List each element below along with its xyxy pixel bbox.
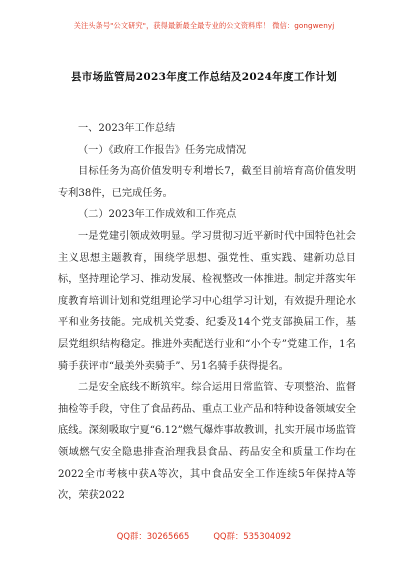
subsection-heading: （一）《政府工作报告》任务完成情况 [78, 144, 247, 156]
document-body [58, 118, 356, 507]
footer-qq-groups [0, 530, 408, 542]
paragraph: 二是安全底线不断筑牢。综合运用日常监管、专项整治、监督抽检等手段，守住了食品药品、重点工业产品和特种设备领域安全底线。深刻吸取宁夏“6.12”燃气爆炸事故教训，扎实开展市场监管领域燃气安全隐患排查治理我县食品、药品安全和质量工作均在2022全市考核中获A等次，其中食品安全工作连续5年保持A等次，荣获2022 [58, 382, 356, 502]
qq-group-1: QQ群：30265665 [116, 531, 190, 541]
document-title: 县市场监管局2023年度工作总结及2024年度工作计划 [70, 71, 338, 83]
paragraph: 一是党建引领成效明显。学习贯彻习近平新时代中国特色社会主义思想主题教育，围绕学思想、强党性、重实践、建新功总目标，坚持理论学习、推动发展、检视整改一体推进。制定并落实年度教育培训计划和党组理论学习中心组学习计划，有效提升理论水平和业务技能。完成机关党委、纪委及14个党支部换届工作，基层党组织结构稳定。推进外卖配送行业和“小个专”党建工作，1名骑手获评市“最美外卖骑手”、另1名骑手获得提名。 [58, 230, 356, 372]
header-banner: 关注头条号"公文研究"，获得最新最全最专业的公文资料库！ 微信：gongwenyj [73, 21, 335, 30]
subsection-heading: （二）2023年工作成效和工作亮点 [78, 209, 237, 221]
section-heading: 一、2023年工作总结 [78, 123, 176, 134]
qq-group-2: QQ群：535304092 [213, 531, 292, 541]
paragraph: 目标任务为高价值发明专利增长7，截至目前培育高价值发明专利38件，已完成任务。 [58, 166, 356, 199]
